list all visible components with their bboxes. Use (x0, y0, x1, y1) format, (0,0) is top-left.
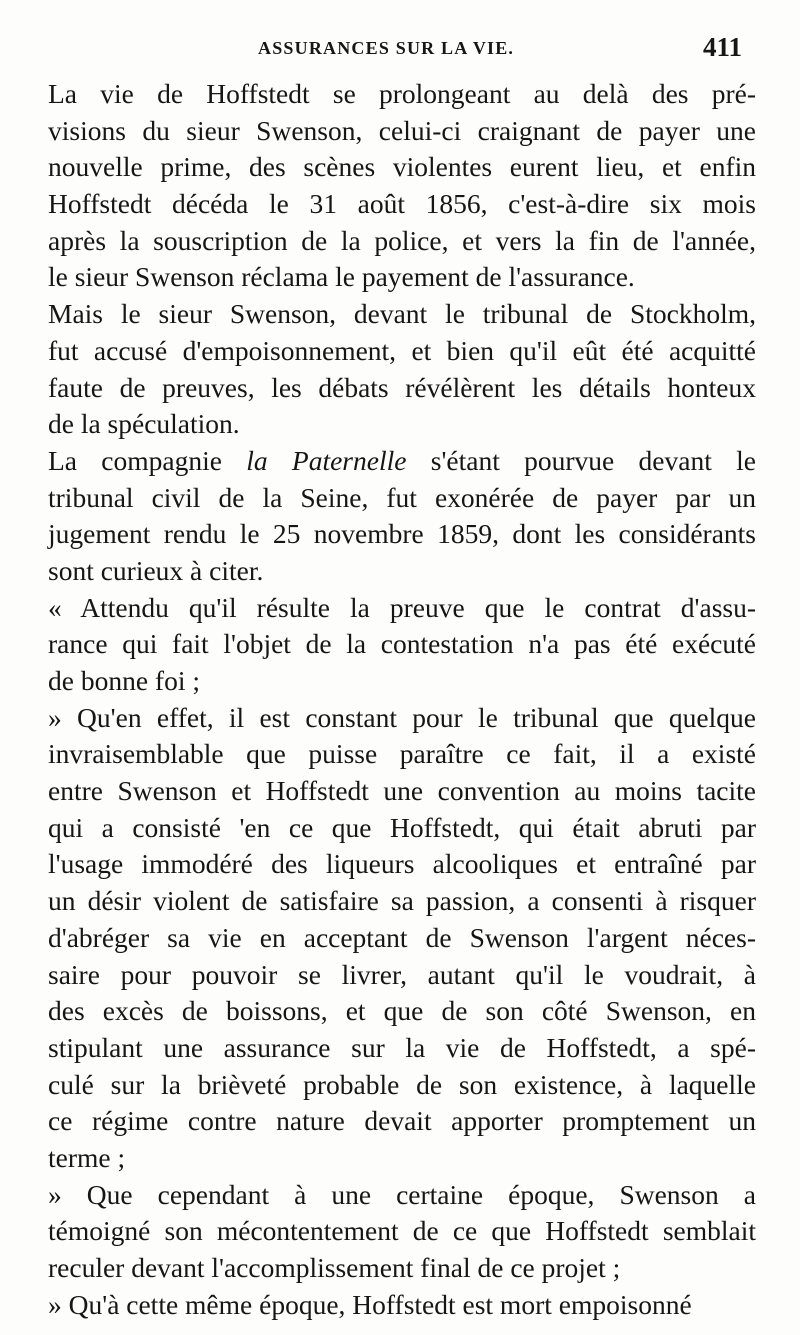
text-line: » Qu'en effet, il est constant pour le tribunal que quelque (48, 701, 756, 733)
text-line: reculer devant l'accomplissement final de ce projet ; (48, 1252, 621, 1283)
text-run: s'étant pourvue devant le (406, 444, 756, 476)
text-line: nouvelle prime, des scènes violentes eurent lieu, et enfin (48, 151, 756, 183)
paragraph (48, 296, 756, 443)
text-line: des excès de boissons, et que de son côté Swenson, en (48, 995, 756, 1027)
text-run: La compagnie (48, 444, 247, 476)
text-line: rance qui fait l'objet de la contestation n'a pas été exécuté (48, 628, 756, 660)
text-line: de bonne foi ; (48, 665, 200, 696)
text-line: « Attendu qu'il résulte la preuve que le contrat d'assu- (48, 591, 756, 623)
text-line: Hoffstedt décéda le 31 août 1856, c'est-à-dire six mois (48, 188, 756, 220)
paragraph (48, 700, 756, 1177)
text-line: tribunal civil de la Seine, fut exonérée de payer par un (48, 481, 756, 513)
text-line: sont curieux à citer. (48, 554, 264, 586)
text-line: l'usage immodéré des liqueurs alcooliques et entraîné par (48, 848, 756, 880)
text-line: » Que cependant à une certaine époque, Swenson a (48, 1178, 756, 1210)
paragraph (48, 1177, 756, 1324)
text-line: visions du sieur Swenson, celui-ci craignant de payer une (48, 114, 756, 146)
text-line: faute de preuves, les débats révélèrent les détails honteux (48, 371, 756, 403)
text-line: après la souscription de la police, et vers la fin de l'année, (48, 224, 756, 256)
text-line: le sieur Swenson réclama le payement de l'assurance. (48, 261, 635, 293)
page-number: 411 (703, 32, 743, 62)
paragraph (48, 590, 756, 700)
text-line: de la spéculation. (48, 408, 240, 440)
text-line: culé sur la brièveté probable de son existence, à laquelle (48, 1068, 756, 1100)
company-name: la Paternelle (246, 444, 407, 476)
text-line: Mais le sieur Swenson, devant le tribunal de Stockholm, (48, 298, 756, 330)
text-line: terme ; (48, 1141, 126, 1173)
body-text (48, 76, 756, 1323)
paragraph (48, 443, 756, 590)
text-line: fut accusé d'empoisonnement, et bien qu'il eût été acquitté (48, 334, 756, 366)
text-line: La vie de Hoffstedt se prolongeant au delà des pré- (48, 78, 756, 109)
running-head: ASSURANCES SUR LA VIE. (258, 38, 515, 58)
text-line: saire pour pouvoir se livrer, autant qu'il le voudrait, à (48, 958, 756, 990)
text-line: qui a consisté 'en ce que Hoffstedt, qui était abruti par (48, 811, 756, 843)
page-header (0, 32, 800, 72)
text-line: entre Swenson et Hoffstedt une convention au moins tacite (48, 775, 756, 807)
text-line: jugement rendu le 25 novembre 1859, dont les considérants (48, 518, 756, 550)
text-line: d'abréger sa vie en acceptant de Swenson l'argent néces- (48, 921, 756, 953)
text-line: témoigné son mécontentement de ce que Hoffstedt semblait (48, 1215, 756, 1247)
paragraph (48, 76, 756, 296)
text-line: stipulant une assurance sur la vie de Hoffstedt, a spé- (48, 1031, 756, 1063)
text-line: un désir violent de satisfaire sa passion, a consenti à risquer (48, 885, 756, 917)
text-line: invraisemblable que puisse paraître ce fait, il a existé (48, 738, 756, 770)
text-line: ce régime contre nature devait apporter promptement un (48, 1105, 756, 1137)
text-line (48, 443, 756, 480)
text-line: » Qu'à cette même époque, Hoffstedt est mort empoisonné (48, 1288, 692, 1320)
